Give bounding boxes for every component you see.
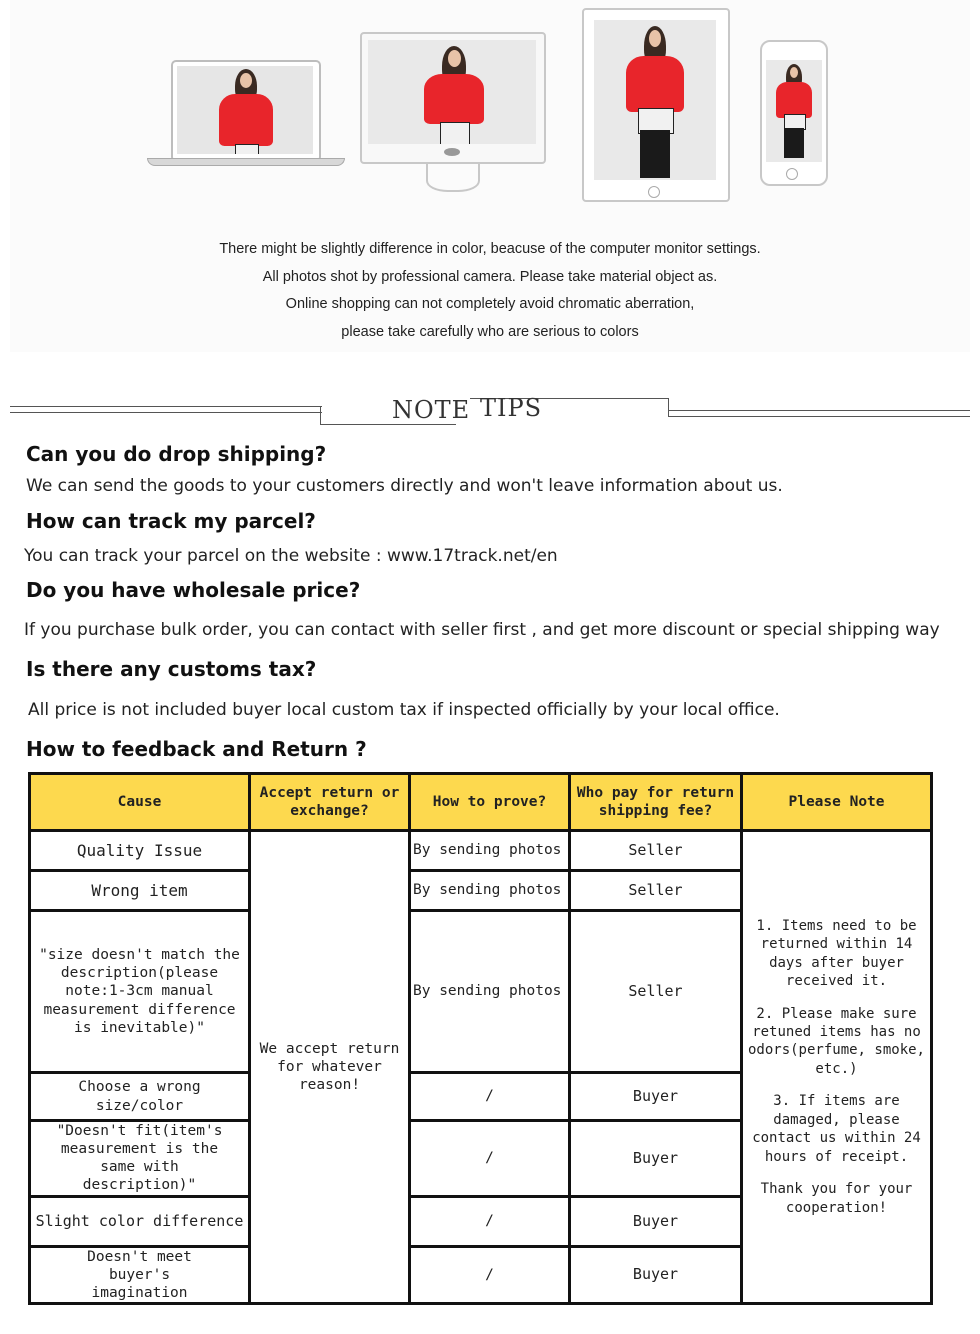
faq-question-drop-shipping: Can you do drop shipping? — [26, 442, 327, 466]
color-disclaimer-line-2: All photos shot by professional camera. Please take material object as. — [262, 269, 718, 285]
faq-answer-track-parcel: You can track your parcel on the website : www.17track.net/en — [24, 546, 558, 566]
phone-device — [760, 40, 828, 186]
payer-cell: Buyer — [570, 1073, 742, 1121]
payer-cell: Buyer — [570, 1196, 742, 1246]
prove-cell: / — [410, 1073, 570, 1121]
header-cause: Cause — [30, 774, 250, 831]
phone-screen-photo — [766, 60, 822, 162]
cause-cell: Quality Issue — [30, 831, 250, 871]
faq-question-customs-tax: Is there any customs tax? — [26, 657, 317, 681]
accept-return-cell: We accept return for whatever reason! — [250, 831, 410, 1304]
faq-answer-wholesale: If you purchase bulk order, you can contact with seller first , and get more discount or special shipping way — [24, 620, 940, 640]
faq-answer-customs-tax: All price is not included buyer local custom tax if inspected officially by your local office. — [28, 700, 780, 720]
header-who-pays: Who pay for return shipping fee? — [570, 774, 742, 831]
cause-cell: "size doesn't match the description(please note:1-3cm manual measurement difference is inevitable)" — [30, 911, 250, 1073]
tablet-device — [582, 8, 730, 202]
prove-cell: By sending photos — [410, 871, 570, 911]
monitor-screen-photo — [368, 40, 536, 144]
laptop-screen-photo — [177, 66, 313, 154]
cause-cell: Doesn't meet buyer's imagination — [30, 1246, 250, 1303]
header-please-note: Please Note — [742, 774, 932, 831]
please-note-cell — [742, 831, 932, 1304]
note-label: NOTE — [392, 396, 471, 424]
prove-cell: / — [410, 1121, 570, 1197]
header-accept-return: Accept return or exchange? — [250, 774, 410, 831]
note-thank-you: Thank you for your cooperation! — [760, 1181, 913, 1216]
faq-answer-drop-shipping: We can send the goods to your customers directly and won't leave information about us. — [26, 476, 783, 496]
note-damaged-items: 3. If items are damaged, please contact us within 24 hours of receipt. — [752, 1093, 921, 1165]
device-banner — [10, 0, 970, 352]
note-return-within-14-days: 1. Items need to be returned within 14 days after buyer received it. — [756, 917, 917, 990]
prove-cell: By sending photos — [410, 831, 570, 871]
faq-question-track-parcel: How can track my parcel? — [26, 509, 316, 533]
faq-question-feedback-return: How to feedback and Return ? — [26, 737, 367, 761]
payer-cell: Seller — [570, 831, 742, 871]
tablet-screen-photo — [594, 20, 716, 180]
payer-cell: Buyer — [570, 1121, 742, 1197]
cause-cell: Slight color difference — [30, 1196, 250, 1246]
laptop-device — [147, 58, 343, 168]
color-disclaimer-line-4: please take carefully who are serious to colors — [341, 324, 639, 340]
faq-question-wholesale: Do you have wholesale price? — [26, 578, 361, 602]
color-disclaimer-line-3: Online shopping can not completely avoid chromatic aberration, — [285, 296, 695, 312]
cause-cell: Choose a wrong size/color — [30, 1073, 250, 1121]
desktop-monitor-device — [360, 32, 546, 197]
prove-cell: / — [410, 1246, 570, 1303]
header-how-to-prove: How to prove? — [410, 774, 570, 831]
tips-label: TIPS — [480, 394, 543, 422]
payer-cell: Seller — [570, 911, 742, 1073]
payer-cell: Seller — [570, 871, 742, 911]
color-disclaimer-line-1: There might be slightly difference in color, beacuse of the computer monitor settings. — [219, 241, 761, 257]
payer-cell: Buyer — [570, 1246, 742, 1303]
return-policy-table — [28, 772, 933, 1305]
note-no-odors: 2. Please make sure retuned items has no odors(perfume, smoke, etc.) — [747, 1005, 925, 1077]
prove-cell: / — [410, 1196, 570, 1246]
prove-cell: By sending photos — [410, 911, 570, 1073]
cause-cell: "Doesn't fit(item's measurement is the same with description)" — [30, 1121, 250, 1197]
cause-cell: Wrong item — [30, 871, 250, 911]
